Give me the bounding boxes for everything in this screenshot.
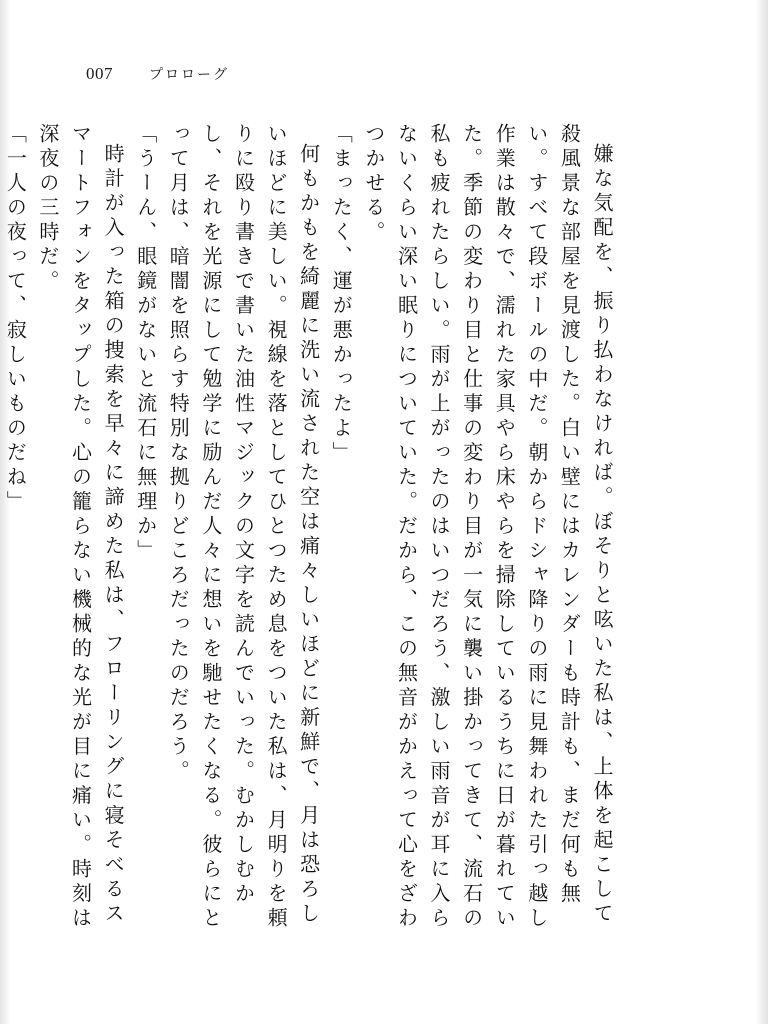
dialogue-line: 「まったく、運が悪かったよ」 [329,123,354,466]
dialogue-line: 「一人の夜って、寂しいものだね」 [3,123,28,515]
body-text [3,123,618,941]
page-number: 007 [86,64,113,83]
dialogue-line: 「うーん、眼鏡がないと流石に無理か」 [133,123,158,564]
paragraph: 何もかもを綺麗に洗い流された空は痛々しいほどに新鮮で、月は恐ろしいほどに美しい。視線を落としてひとつため息をついた私は、月明りを頼りに殴り書きで書いた油性マジックの文字を読んでいった。むかしむかし、それを光源にして勉学に励んだ人々に想いを馳せたくなる。彼らにとって月は、暗闇を照らす特別な拠りどころだったのだろう。 [166,123,321,932]
paragraph: 時計が入った箱の捜索を早々に諦めた私は、フローリングに寝そべるスマートフォンをタップした。心の籠らない機械的な光が目に痛い。時刻は深夜の三時だ。 [35,123,126,932]
page-header [86,64,229,88]
chapter-title: プロローグ [149,67,229,83]
page-edge-right [756,0,768,1024]
paragraph: 嫌な気配を、振り払わなければ。ぼそりと呟いた私は、上体を起こして殺風景な部屋を見渡した。白い壁にはカレンダーも時計も、まだ何も無い。すべて段ボールの中だ。朝からドシャ降りの雨に見舞われた引っ越し作業は散々で、濡れた家具やら床やらを掃除しているうちに日が暮れていた。季節の変わり目と仕事の変わり目が一気に襲い掛かってきて、流石の私も疲れたらしい。雨が上がったのはいつだろう、激しい雨音が耳に入らないくらい深い眠りについていた。だから、この無音がかえって心をざわつかせる。 [361,123,614,932]
